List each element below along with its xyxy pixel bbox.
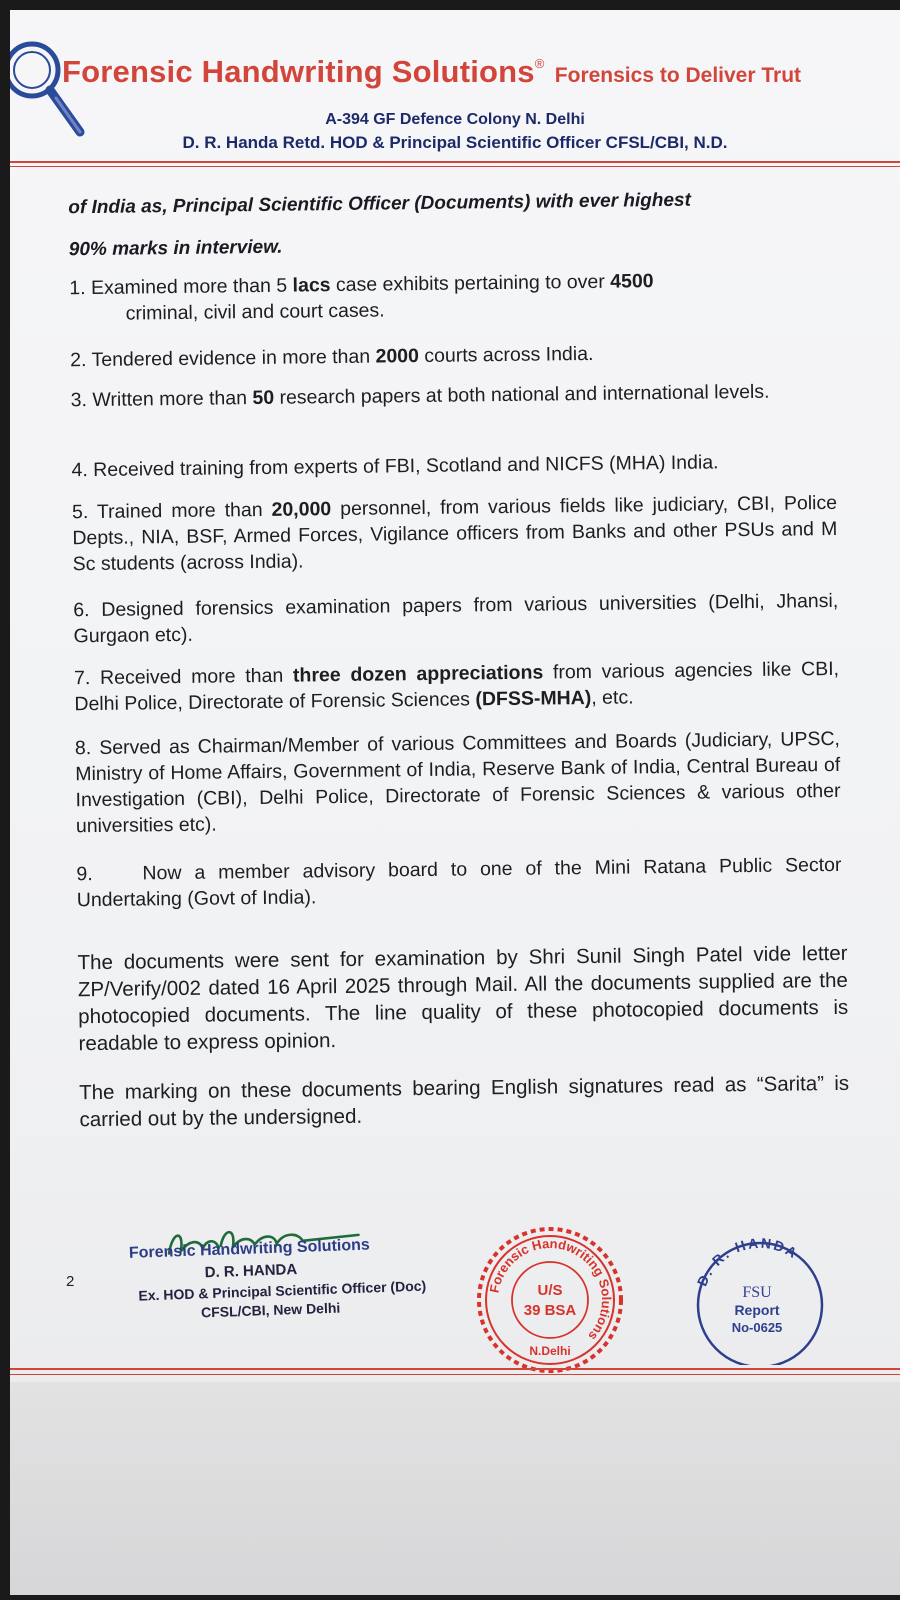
footer-rule-thin [10,1374,900,1375]
list-item-4: 4. Received training from experts of FBI, Scotland and NICFS (MHA) India. [71,451,719,482]
blue-stamp-line-2: Report [734,1302,780,1318]
footer-rule [10,1368,900,1370]
red-seal-bottom: N.Delhi [529,1344,571,1358]
signature-name: D. R. HANDA [204,1261,298,1282]
page-footer-area [10,1382,900,1595]
red-seal-line-1: U/S [537,1282,563,1299]
signature-title: Ex. HOD & Principal Scientific Officer (Doc) [138,1277,427,1304]
red-seal-line-2: 39 BSA [523,1302,577,1319]
signature-office: CFSL/CBI, New Delhi [200,1299,341,1321]
red-seal-stamp [475,1225,625,1375]
header-rule-thin [10,166,900,167]
registered-mark: ® [534,56,545,71]
brand-tagline: Forensics to Deliver Trut [554,64,802,87]
letter-body [10,169,900,1380]
document-page [10,10,900,1595]
list-item-1: 1. Examined more than 5 lacs case exhibits pertaining to over 4500 criminal, civil and court cases. [69,270,654,325]
list-item-5: 5. Trained more than 20,000 personnel, from various fields like judiciary, CBI, Police Depts., NIA, BSF, Armed Forces, Vigilance officers from Banks and other PSUs and M Sc students (across India). [71,491,838,576]
list-item-2: 2. Tendered evidence in more than 2000 courts across India. [70,342,594,372]
list-item-8: 8. Served as Chairman/Member of various Committees and Boards (Judiciary, UPSC, Ministry of Home Affairs, Government of India, Reserve Bank of India, Central Bureau of Investigation (CBI), Delhi Police, Directorate of Forensic Sciences & various other universities etc). [74,727,841,838]
brand-name: Forensic Handwriting Solutions [62,54,535,89]
red-seal-ring-text: Forensic Handwriting Solutions [486,1235,615,1344]
blue-stamp-line-1: FSU [742,1284,772,1301]
paragraph-examination: The documents were sent for examination by Shri Sunil Singh Patel vide letter ZP/Verify/002 dated 16 April 2025 through Mail. All the documents supplied are the photocopied documents. The line quality of these photocopied documents is readable to express opinion. [77,941,849,1056]
letterhead [10,10,900,170]
blue-report-stamp [685,1235,835,1365]
signature-block [108,1214,432,1345]
address-line: A-394 GF Defence Colony N. Delhi [325,111,585,128]
intro-line-2: 90% marks in interview. [68,236,283,261]
credentials-line: D. R. Handa Retd. HOD & Principal Scientific Officer CFSL/CBI, N.D. [182,133,728,152]
list-item-9: 9. Now a member advisory board to one of the Mini Ratana Public Sector Undertaking (Govt of India). [76,853,842,912]
list-item-3: 3. Written more than 50 research papers at both national and international levels. [70,380,770,412]
blue-stamp-ring-text: D. R. HANDA [693,1235,802,1289]
brand-line [62,54,801,90]
header-rule [10,161,900,163]
signature-organisation: Forensic Handwriting Solutions [128,1236,371,1262]
intro-line-1: of India as, Principal Scientific Officer (Documents) with ever highest [68,189,692,219]
blue-stamp-line-3: No-0625 [731,1320,783,1335]
paragraph-marking: The marking on these documents bearing English signatures read as “Sarita” is carried out by the undersigned. [79,1071,850,1132]
list-item-6: 6. Designed forensics examination papers from various universities (Delhi, Jhansi, Gurgaon etc). [73,589,839,648]
page-number: 2 [66,1273,75,1290]
list-item-7: 7. Received more than three dozen appreciations from various agencies like CBI, Delhi Police, Directorate of Forensic Sciences (DFSS-MHA), etc. [73,657,840,716]
